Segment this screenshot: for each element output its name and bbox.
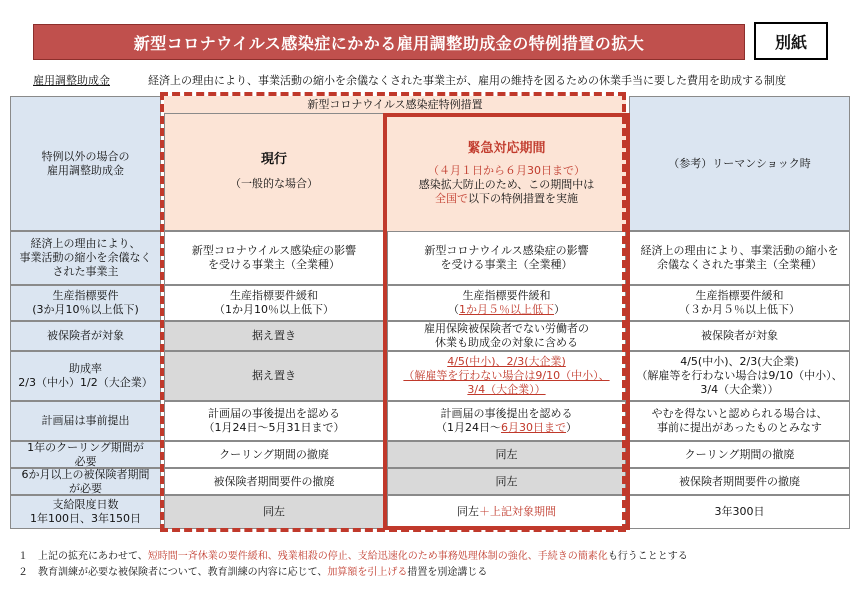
cell-line: を受ける事業主（全業種） [440, 258, 573, 271]
special-measures-text: 以下の特例措置を実施 [468, 192, 578, 205]
cell-line: 生産指標要件緩和 [462, 289, 551, 302]
header-col-normal-line: 特例以外の場合の [41, 149, 130, 163]
emergency-note-line: 感染拡大防止のため、この期間中は [418, 178, 595, 191]
cell-line: 事業活動の縮小を余儀なく [19, 251, 152, 264]
cell-line: 3/4（大企業）） [700, 383, 779, 396]
header-col-emergency [387, 117, 626, 231]
cell-line: された事業主 [52, 265, 119, 278]
cell-line: 3/4（大企業）） [467, 383, 546, 396]
intro-label: 雇用調整助成金 [33, 74, 110, 87]
row3-current [164, 321, 384, 351]
row6-lehman [629, 441, 850, 468]
header-col-lehman [629, 96, 850, 231]
current-subtitle: （一般的な場合） [230, 177, 318, 190]
cell-line: （1か月10％以上低下） [214, 303, 334, 316]
cell-line: 6か月以上の被保険者期間 [21, 467, 150, 481]
header-col-normal-line: 雇用調整助成金 [47, 163, 124, 177]
cell-line: 生産指標要件緩和 [230, 289, 318, 302]
cell-line: 計画届の事後提出を認める [208, 407, 340, 420]
row4-label [10, 351, 161, 401]
row8-label [10, 495, 161, 529]
cell-line: 3年300日 [714, 505, 765, 518]
cell-line: 余儀なくされた事業主（全業種） [657, 258, 822, 271]
additional-period-text: ＋上記対象期間 [479, 505, 556, 518]
cell-line: 被保険者期間要件の撤廃 [213, 474, 335, 488]
emergency-period: （４月１日から６月30日まで） [428, 164, 585, 177]
row2-label [10, 285, 161, 321]
row8-emergency [387, 495, 626, 529]
row5-current [164, 401, 384, 441]
cell-line: 同左 [495, 447, 518, 461]
row5-lehman [629, 401, 850, 441]
nationwide-text: 全国で [435, 192, 468, 205]
cell-line: 同左 [263, 505, 285, 518]
row4-lehman [629, 351, 850, 401]
cell-line: 据え置き [252, 369, 296, 382]
cell-line: 計画届の事後提出を認める [440, 407, 573, 420]
footnote-2-highlight: 加算額を引上げる [327, 567, 408, 578]
footnote-2-text: ２ 教育訓練が必要な被保険者について、教育訓練の内容に応じて、 [18, 567, 328, 578]
footnote-1-text: １ 上記の拡充にあわせて、 [18, 551, 148, 562]
title-banner [33, 24, 745, 60]
extended-deadline-text: 6月30日まで [501, 421, 566, 434]
row4-emergency [387, 351, 626, 401]
cell-text: ） [566, 421, 577, 434]
row2-emergency: 生産指標要件緩和 （1か月５％以上低下） [387, 285, 626, 321]
row1-emergency [387, 231, 626, 285]
header-col-current [164, 113, 384, 231]
cell-line: 4/5(中小)、2/3(大企業) [680, 355, 799, 368]
cell-line: 据え置き [252, 329, 296, 342]
cell-line: 2/3（中小）1/2（大企業） [18, 376, 153, 389]
row7-label [10, 468, 161, 495]
cell-line: 被保険者期間要件の撤廃 [679, 474, 800, 488]
emergency-title: 緊急対応期間 [467, 141, 546, 156]
special-measures-group-header [164, 96, 626, 113]
cell-text: 同左 [457, 505, 479, 518]
cell-text: （1月24日～ [436, 421, 501, 434]
cell-line: 事前に提出があったものとみなす [657, 421, 822, 434]
cell-line: 助成率 [69, 362, 102, 375]
cell-line: 休業も助成金の対象に含める [435, 336, 578, 349]
footnote-1-highlight: 短時間一斉休業の要件緩和、残業相殺の停止、支給迅速化のため事務処理体制の強化、手続きの簡素化 [147, 551, 608, 562]
cell-line: 同左 [495, 474, 518, 488]
row7-current [164, 468, 384, 495]
row2-lehman [629, 285, 850, 321]
row8-lehman [629, 495, 850, 529]
row6-label [10, 441, 161, 468]
cell-line: （３か月５％以上低下） [679, 303, 800, 316]
row8-current [164, 495, 384, 529]
cell-line: 計画届は事前提出 [41, 414, 130, 427]
cell-line: 必要 [74, 454, 97, 468]
cell-line: 被保険者が対象 [47, 329, 124, 342]
cell-line: (3か月10％以上低下) [32, 303, 139, 316]
footnote-2-text-end: 措置を別途講じる [407, 567, 488, 578]
row7-lehman [629, 468, 850, 495]
footnote-1-text-end: も行うこととする [607, 551, 688, 562]
row1-lehman [629, 231, 850, 285]
group-header-text: 新型コロナウイルス感染症特例措置 [307, 97, 483, 111]
cell-line: 経済上の理由により、 [30, 237, 141, 250]
cell-line: 経済上の理由により、事業活動の縮小を [640, 244, 839, 257]
row6-current [164, 441, 384, 468]
cell-line: （1月24日～5月31日まで） [203, 421, 345, 434]
cell-line: （解雇等を行わない場合は9/10（中小）、 [403, 369, 610, 382]
intro-description: 経済上の理由により、事業活動の縮小を余儀なくされた事業主が、雇用の維持を図るための休業手当に要した費用を助成する制度 [148, 74, 786, 87]
appendix-badge: 別紙 [754, 22, 828, 60]
footnote-1 [18, 547, 688, 562]
cell-line: が必要 [69, 481, 102, 495]
footnote-2 [18, 563, 487, 578]
row3-lehman [629, 321, 850, 351]
current-title: 現行 [260, 152, 287, 167]
cell-line: 新型コロナウイルス感染症の影響 [191, 244, 357, 257]
row6-emergency [387, 441, 626, 468]
row7-emergency [387, 468, 626, 495]
page-title: 新型コロナウイルス感染症にかかる雇用調整助成金の特例措置の拡大 [133, 33, 645, 53]
cell-line: を受ける事業主（全業種） [208, 258, 340, 271]
cell-line: 1年のクーリング期間が [27, 440, 144, 454]
cell-line: 新型コロナウイルス感染症の影響 [424, 244, 589, 257]
row2-current [164, 285, 384, 321]
cell-line: 支給限度日数 [52, 498, 119, 511]
cell-line: やむを得ないと認められる場合は、 [651, 407, 828, 420]
cell-line: （解雇等を行わない場合は9/10（中小）、 [636, 369, 843, 382]
row3-label [10, 321, 161, 351]
cell-line: クーリング期間の撤廃 [684, 447, 795, 461]
lehman-header-text: （参考）リーマンショック時 [668, 156, 811, 170]
row1-current [164, 231, 384, 285]
row5-label [10, 401, 161, 441]
row5-emergency [387, 401, 626, 441]
row3-emergency [387, 321, 626, 351]
cell-line: 被保険者が対象 [701, 329, 778, 342]
cell-line: 生産指標要件 [52, 289, 119, 302]
cell-line: 雇用保険被保険者でない労働者の [424, 322, 589, 335]
cell-line: 4/5(中小)、2/3(大企業) [447, 355, 566, 368]
row4-current [164, 351, 384, 401]
cell-line: クーリング期間の撤廃 [219, 447, 329, 461]
cell-line: 生産指標要件緩和 [695, 289, 784, 302]
header-col-normal [10, 96, 161, 231]
row1-label [10, 231, 161, 285]
emergency-note-line [435, 192, 578, 206]
relaxed-threshold-text: 1か月５％以上低下 [459, 303, 554, 316]
cell-line: 1年100日、3年150日 [30, 512, 141, 525]
